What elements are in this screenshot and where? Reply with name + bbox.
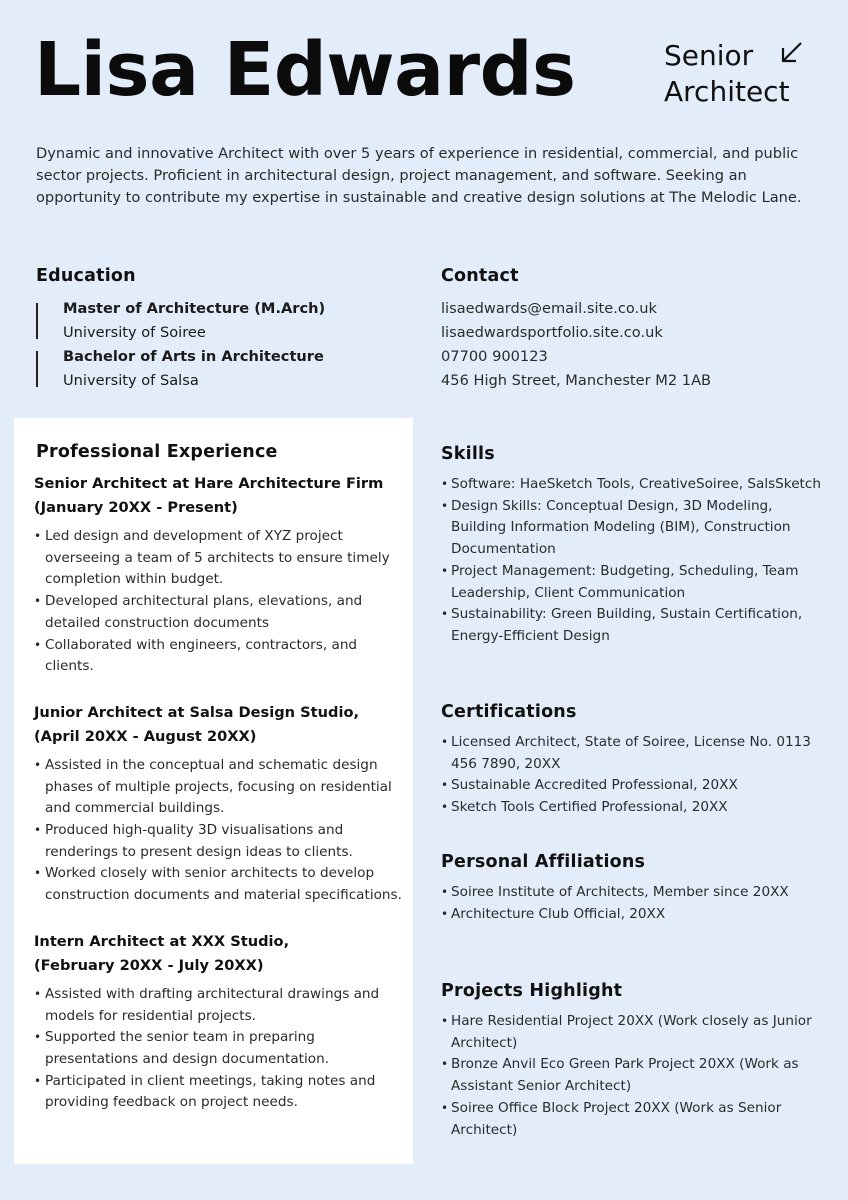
job-entry [34,701,404,907]
job-dates: (April 20XX - August 20XX) [34,727,257,745]
job-role [664,38,790,110]
skills-heading: Skills [441,444,495,464]
certification-item: • Sketch Tools Certified Professional, 20XX [441,797,821,819]
job-bullet: • Assisted in the conceptual and schematic design phases of multiple projects, focusing on residential and commercial buildings. [34,755,404,820]
affiliations-heading: Personal Affiliations [441,852,646,872]
education-section [36,266,416,393]
candidate-name: Lisa Edwards [34,27,576,113]
education-item [36,297,416,345]
affiliation-item: • Architecture Club Official, 20XX [441,904,821,926]
project-item: • Hare Residential Project 20XX (Work closely as Junior Architect) [441,1011,821,1054]
profile-summary: Dynamic and innovative Architect with over 5 years of experience in residential, commercial, and public sector projects. Proficient in architectural design, project management, and software. Seeking an opportunity to contribute my expertise in sustainable and creative design solutions at The Melodic Lane. [36,145,802,206]
skill-item: • Software: HaeSketch Tools, CreativeSoiree, SalsSketch [441,474,821,496]
divider-bar [36,303,38,339]
education-school: University of Salsa [63,372,199,389]
job-title: Intern Architect at XXX Studio, [34,932,290,950]
certifications-section [441,702,821,819]
affiliation-item: • Soiree Institute of Architects, Member since 20XX [441,882,821,904]
role-line-1: Senior [664,39,754,72]
job-dates: (January 20XX - Present) [34,499,238,516]
project-item: • Bronze Anvil Eco Green Park Project 20XX (Work as Assistant Senior Architect) [441,1054,821,1097]
education-degree: Master of Architecture (M.Arch) [63,300,326,317]
contact-heading: Contact [441,266,519,286]
skill-item: • Project Management: Budgeting, Scheduling, Team Leadership, Client Communication [441,561,821,604]
contact-section [441,266,821,393]
job-title: Junior Architect at Salsa Design Studio, [34,703,360,721]
certification-item: • Sustainable Accredited Professional, 20XX [441,775,821,797]
contact-phone: 07700 900123 [441,348,548,365]
education-item [36,345,416,393]
job-bullet: • Worked closely with senior architects to develop construction documents and material specifications. [34,863,404,906]
education-heading: Education [36,266,136,286]
project-item: • Soiree Office Block Project 20XX (Work as Senior Architect) [441,1098,821,1141]
divider-bar [36,351,38,387]
job-bullet: • Assisted with drafting architectural drawings and models for residential projects. [34,984,404,1027]
job-bullet: • Developed architectural plans, elevations, and detailed construction documents [34,591,404,634]
education-school: University of Soiree [63,324,206,341]
certifications-heading: Certifications [441,702,577,722]
contact-email[interactable]: lisaedwards@email.site.co.uk [441,300,657,317]
education-degree: Bachelor of Arts in Architecture [63,348,324,365]
affiliations-section [441,852,821,925]
job-entry [34,930,404,1114]
job-bullet: • Participated in client meetings, taking notes and providing feedback on project needs. [34,1071,404,1114]
job-bullet: • Produced high-quality 3D visualisations and renderings to present design ideas to clients. [34,820,404,863]
job-bullet: • Led design and development of XYZ project overseeing a team of 5 architects to ensure timely completion within budget. [34,526,404,591]
experience-panel [14,418,413,1164]
projects-section [441,981,821,1141]
certification-item: • Licensed Architect, State of Soiree, License No. 0113 456 7890, 20XX [441,732,821,775]
skill-item: • Design Skills: Conceptual Design, 3D Modeling, Building Information Modeling (BIM), Construction Documentation [441,496,821,561]
projects-heading: Projects Highlight [441,981,623,1001]
contact-address: 456 High Street, Manchester M2 1AB [441,372,712,389]
job-title: Senior Architect at Hare Architecture Firm [34,475,384,492]
contact-portfolio[interactable]: lisaedwardsportfolio.site.co.uk [441,324,663,341]
arrow-down-left-icon [778,40,804,66]
skill-item: • Sustainability: Green Building, Sustain Certification, Energy-Efficient Design [441,604,821,647]
job-bullet: • Supported the senior team in preparing presentations and design documentation. [34,1027,404,1070]
experience-heading: Professional Experience [36,442,278,462]
job-entry [34,472,404,678]
role-line-2: Architect [664,75,790,108]
job-bullet: • Collaborated with engineers, contractors, and clients. [34,635,404,678]
job-dates: (February 20XX - July 20XX) [34,956,264,974]
skills-section [441,444,821,648]
